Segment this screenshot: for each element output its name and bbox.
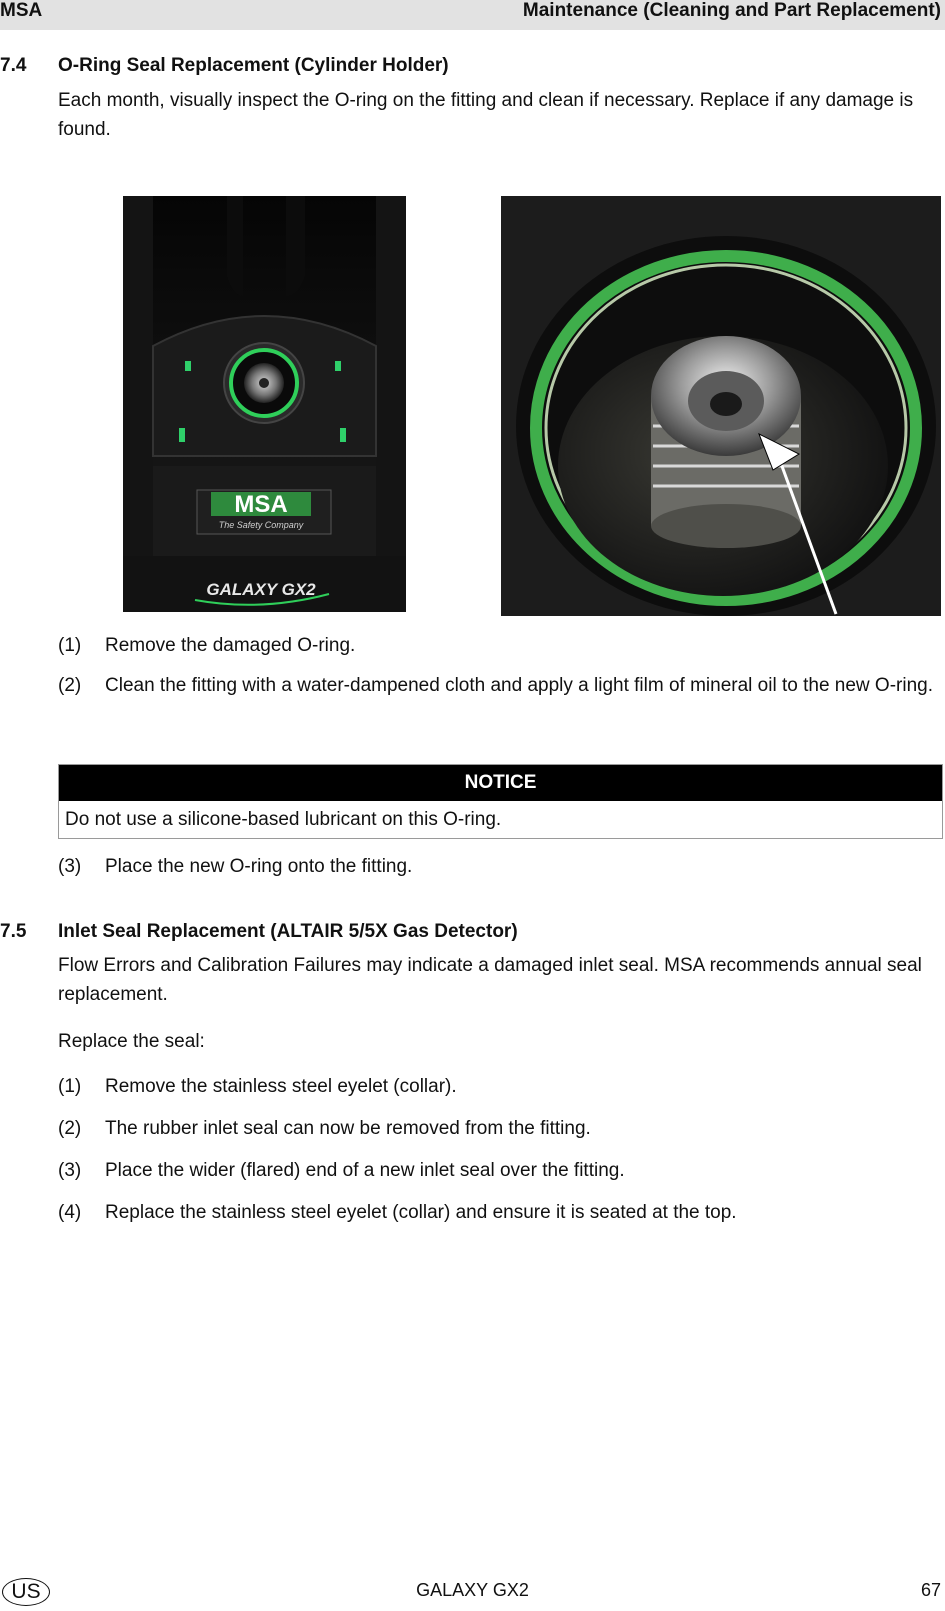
section-7-4-heading bbox=[0, 55, 945, 81]
section-7-4-intro: Each month, visually inspect the O-ring on the fitting and clean if necessary. Replace if any damage is found. bbox=[58, 90, 914, 140]
fitting-closeup-photo bbox=[501, 196, 941, 616]
step-text: Place the new O-ring onto the fitting. bbox=[105, 856, 413, 877]
step-number: (3) bbox=[58, 1160, 82, 1181]
section-title: Inlet Seal Replacement (ALTAIR 5/5X Gas Detector) bbox=[58, 921, 518, 942]
msa-tagline-text: The Safety Company bbox=[218, 520, 304, 530]
step-number: (1) bbox=[58, 1076, 82, 1097]
region-badge: US bbox=[2, 1578, 50, 1606]
step-number: (3) bbox=[58, 856, 82, 877]
section-7-5-lead: Replace the seal: bbox=[58, 1031, 205, 1052]
step-text: Remove the stainless steel eyelet (collar). bbox=[105, 1076, 457, 1097]
step-text: The rubber inlet seal can now be removed from the fitting. bbox=[105, 1118, 591, 1139]
step-number: (1) bbox=[58, 635, 82, 656]
notice-title: NOTICE bbox=[59, 765, 942, 801]
notice-text: Do not use a silicone-based lubricant on this O-ring. bbox=[65, 809, 502, 830]
header-brand: MSA bbox=[0, 0, 43, 21]
step-text: Replace the stainless steel eyelet (collar) and ensure it is seated at the top. bbox=[105, 1202, 737, 1223]
section-number: 7.4 bbox=[0, 55, 27, 76]
cylinder-holder-photo bbox=[123, 196, 406, 612]
page-number: 67 bbox=[920, 1580, 941, 1600]
header-chapter-title: Maintenance (Cleaning and Part Replacement) bbox=[522, 0, 941, 21]
step-text: Place the wider (flared) end of a new inlet seal over the fitting. bbox=[105, 1160, 625, 1181]
section-7-5-heading bbox=[0, 921, 945, 947]
section-number: 7.5 bbox=[0, 921, 27, 942]
footer-product-name: GALAXY GX2 bbox=[416, 1580, 529, 1600]
section-7-5-intro: Flow Errors and Calibration Failures may indicate a damaged inlet seal. MSA recommends annual seal replacement. bbox=[58, 955, 922, 1005]
step-number: (2) bbox=[58, 1118, 82, 1139]
step-text: Clean the fitting with a water-dampened cloth and apply a light film of mineral oil to the new O-ring. bbox=[105, 675, 933, 696]
msa-logo-text: MSA bbox=[234, 491, 288, 518]
step-number: (2) bbox=[58, 675, 82, 696]
step-text: Remove the damaged O-ring. bbox=[105, 635, 356, 656]
galaxy-gx2-logo-text: GALAXY GX2 bbox=[206, 580, 316, 599]
section-title: O-Ring Seal Replacement (Cylinder Holder) bbox=[58, 55, 449, 76]
page-header bbox=[0, 0, 945, 30]
step-number: (4) bbox=[58, 1202, 82, 1223]
notice-box bbox=[58, 764, 943, 839]
